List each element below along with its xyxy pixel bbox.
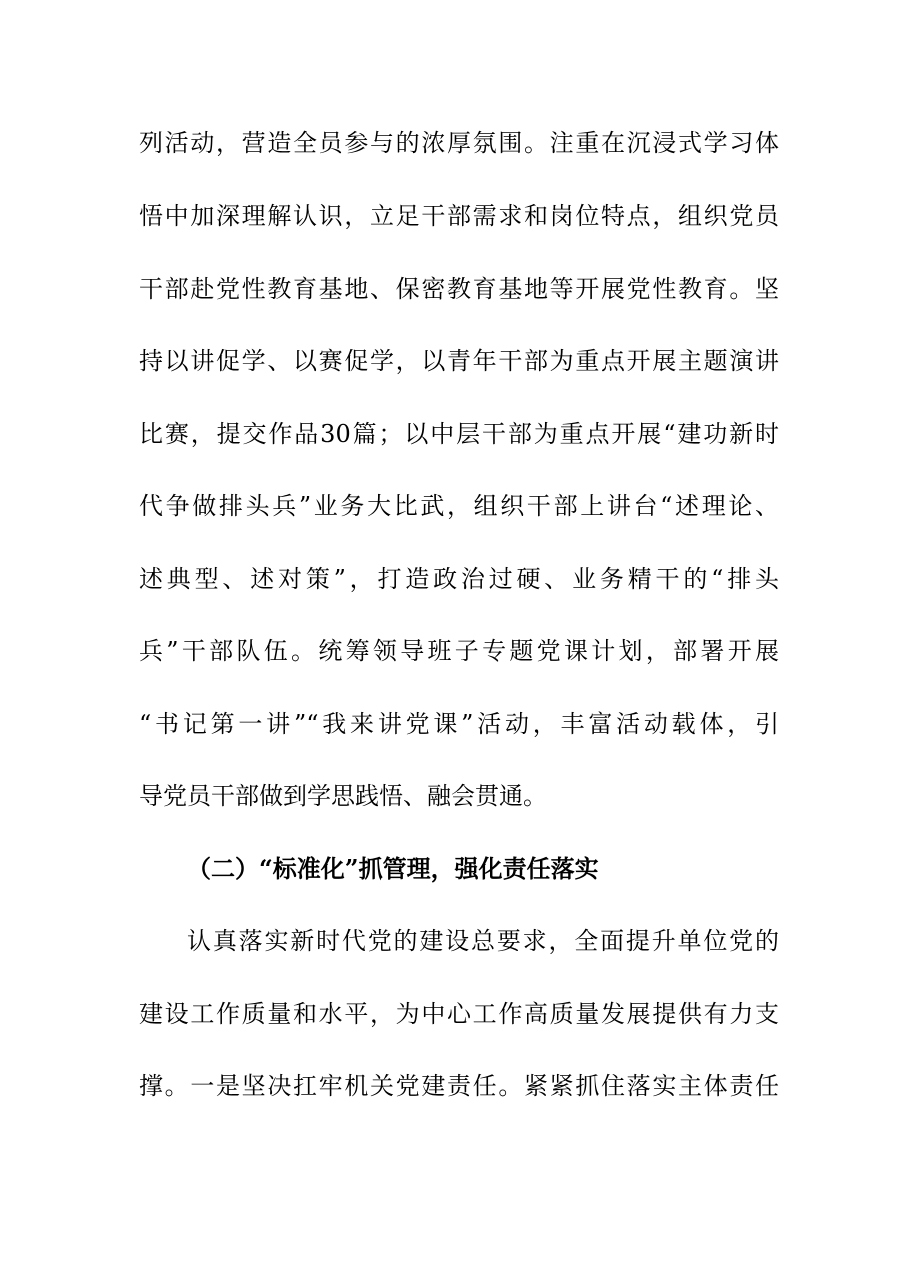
text-line: 代争做排头兵”业务大比武，组织干部上讲台“述理论、 — [139, 492, 779, 520]
section-heading: （二）“标准化”抓管理，强化责任落实 — [187, 854, 599, 883]
text-line: 建设工作质量和水平，为中心工作高质量发展提供有力支 — [139, 1000, 779, 1028]
text-line: 悟中加深理解认识，立足干部需求和岗位特点，组织党员 — [139, 202, 779, 230]
text-line: 干部赴党性教育基地、保密教育基地等开展党性教育。坚 — [139, 275, 779, 303]
text-line: 比赛，提交作品30篇；以中层干部为重点开展“建功新时 — [139, 420, 779, 448]
text-line: “书记第一讲”“我来讲党课”活动，丰富活动载体，引 — [139, 710, 779, 738]
text-line: 持以讲促学、以赛促学，以青年干部为重点开展主题演讲 — [139, 347, 779, 375]
text-line: 兵”干部队伍。统筹领导班子专题党课计划，部署开展 — [139, 637, 779, 665]
text-line: 述典型、述对策”，打造政治过硬、业务精干的“排头 — [139, 565, 779, 593]
text-line: 认真落实新时代党的建设总要求，全面提升单位党的 — [187, 927, 779, 955]
text-line: 列活动，营造全员参与的浓厚氛围。注重在沉浸式学习体 — [139, 129, 779, 157]
text-line: 导党员干部做到学思践悟、融会贯通。 — [139, 782, 547, 810]
text-line: 撑。一是坚决扛牢机关党建责任。紧紧抓住落实主体责任 — [139, 1072, 779, 1100]
